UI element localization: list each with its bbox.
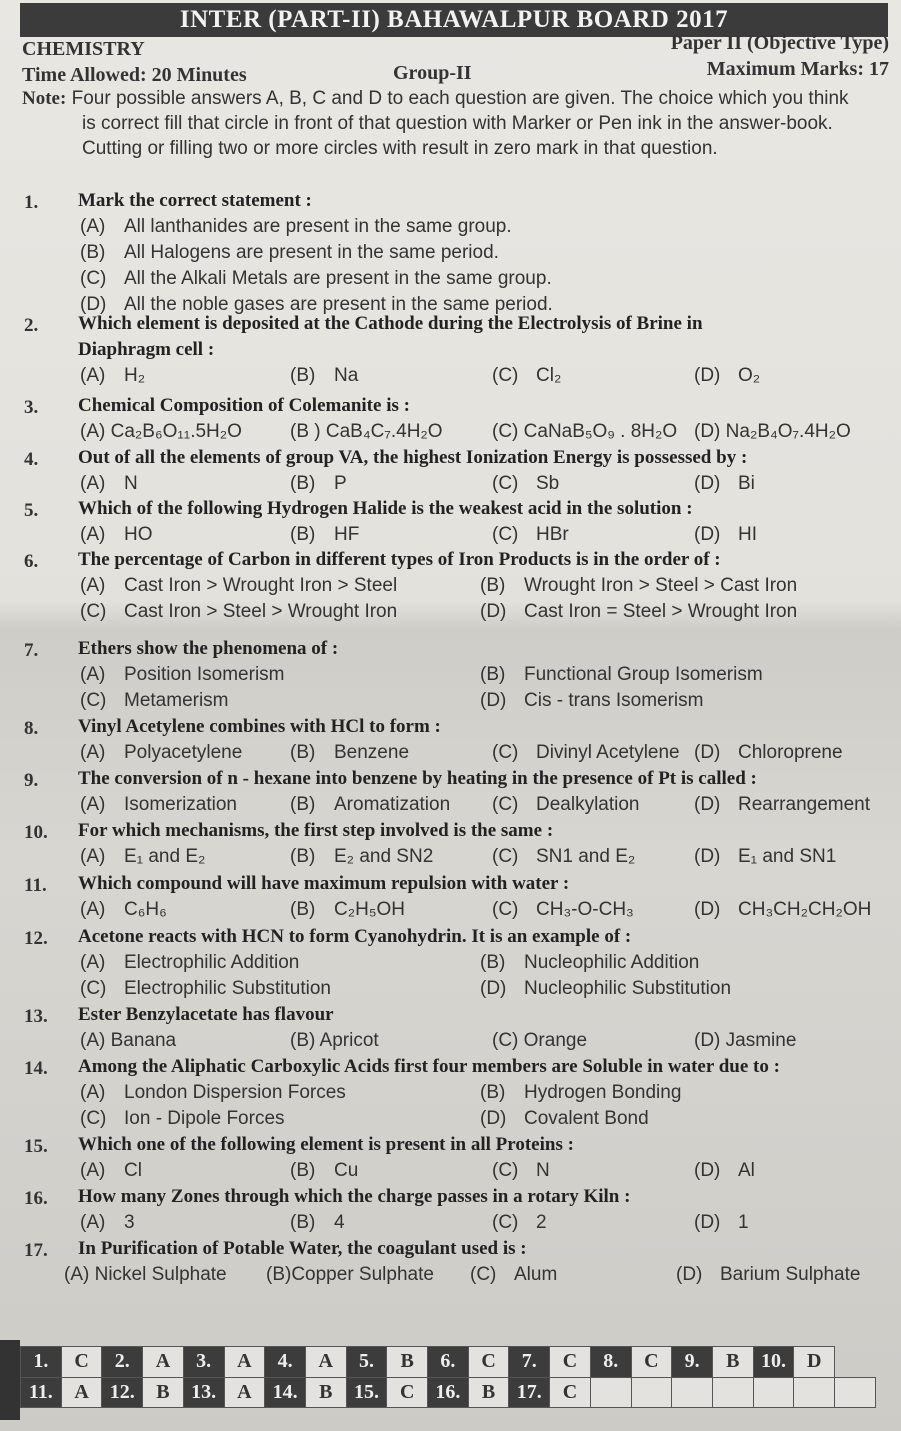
answer-option <box>480 575 797 597</box>
option-text: C₂H₅OH <box>334 899 405 920</box>
answer-key-question-number: 7. <box>509 1347 550 1378</box>
maximum-marks: Maximum Marks: 17 <box>706 58 889 80</box>
question-text: How many Zones through which the charge passes in a rotary Kiln : <box>78 1186 631 1207</box>
option-text: E₁ and SN1 <box>738 846 837 867</box>
option-letter: (A) <box>80 952 106 973</box>
answer-key-answer: B <box>468 1377 509 1408</box>
option-text: N <box>124 473 138 494</box>
option-letter: (B) <box>290 846 316 867</box>
question-number: 9. <box>24 770 39 791</box>
answer-key-answer: C <box>550 1347 591 1378</box>
option-text: SN1 and E₂ <box>536 846 636 867</box>
option-text: 2 <box>536 1212 547 1233</box>
option-text: HF <box>334 524 360 545</box>
question-number: 1. <box>24 192 39 213</box>
question-text: The conversion of n - hexane into benzene by heating in the presence of Pt is called : <box>78 768 757 789</box>
option-text: N <box>536 1160 550 1181</box>
option-letter: (D) <box>694 1212 721 1233</box>
answer-option <box>694 1160 755 1182</box>
option-letter: (A) <box>80 216 106 237</box>
option-text: (B) Apricot <box>290 1030 379 1051</box>
option-text: P <box>334 473 347 494</box>
option-letter: (D) <box>480 1108 507 1129</box>
answer-option <box>492 742 680 764</box>
option-text: Cast Iron > Wrought Iron > Steel <box>124 575 398 596</box>
answer-option <box>492 794 640 816</box>
answer-option <box>80 365 145 387</box>
answer-option <box>492 846 635 868</box>
group-label: Group-II <box>393 62 472 84</box>
option-text: O₂ <box>738 365 761 386</box>
option-text: Benzene <box>334 742 410 763</box>
option-letter: (B) <box>480 664 506 685</box>
option-letter: (C) <box>492 899 519 920</box>
answer-key-answer: B <box>305 1377 346 1408</box>
answer-key-answer: A <box>305 1347 346 1378</box>
answer-option <box>492 1160 550 1182</box>
option-letter: (A) <box>80 524 106 545</box>
option-text: All the noble gases are present in the same period. <box>124 294 553 315</box>
option-text: Dealkylation <box>536 794 640 815</box>
board-title-banner: INTER (PART-II) BAHAWALPUR BOARD 2017 <box>20 3 888 37</box>
option-letter: (B) <box>290 524 316 545</box>
answer-option <box>80 742 242 764</box>
answer-key-answer: A <box>224 1347 265 1378</box>
option-letter: (C) <box>80 601 107 622</box>
answer-key-row <box>21 1377 876 1408</box>
option-text: Alum <box>514 1264 558 1285</box>
option-letter: (C) <box>492 794 519 815</box>
option-text: HBr <box>536 524 569 545</box>
note-label: Note: <box>22 88 67 109</box>
option-letter: (D) <box>694 794 721 815</box>
answer-key-answer <box>631 1377 672 1408</box>
option-text: Divinyl Acetylene <box>536 742 680 763</box>
answer-key-answer: A <box>61 1377 102 1408</box>
subject-title: CHEMISTRY <box>22 38 145 60</box>
option-text: (B)Copper Sulphate <box>266 1264 434 1285</box>
option-letter: (B) <box>480 575 506 596</box>
answer-option <box>290 846 433 868</box>
answer-option <box>480 1082 681 1104</box>
option-text: Position Isomerism <box>124 664 285 685</box>
answer-option <box>492 365 561 387</box>
answer-key-question-number <box>835 1377 876 1408</box>
option-letter: (C) <box>492 365 519 386</box>
question-text: Chemical Composition of Colemanite is : <box>78 395 410 416</box>
answer-option <box>694 473 755 495</box>
option-text: All Halogens are present in the same period. <box>124 242 499 263</box>
answer-option <box>694 794 870 816</box>
answer-option <box>80 1030 176 1052</box>
option-letter: (C) <box>80 1108 107 1129</box>
question-text: Which compound will have maximum repulsion with water : <box>78 873 570 894</box>
option-letter: (B) <box>290 794 316 815</box>
option-letter: (C) <box>492 1160 519 1181</box>
option-text: Cl <box>124 1160 142 1181</box>
answer-option <box>80 1212 135 1234</box>
option-letter: (B) <box>290 742 316 763</box>
option-letter: (B) <box>80 242 106 263</box>
option-letter: (B) <box>290 473 316 494</box>
option-text: (A) Ca₂B₆O₁₁.5H₂O <box>80 421 242 442</box>
option-text: Cu <box>334 1160 359 1181</box>
time-allowed: Time Allowed: 20 Minutes <box>22 64 247 86</box>
option-letter: (C) <box>492 524 519 545</box>
option-text: 1 <box>738 1212 749 1233</box>
question-number: 17. <box>24 1240 48 1261</box>
question-number: 15. <box>24 1136 48 1157</box>
question-number: 14. <box>24 1058 48 1079</box>
answer-option <box>480 690 703 712</box>
option-letter: (C) <box>80 978 107 999</box>
option-letter: (A) <box>80 664 106 685</box>
question-text: Ethers show the phenomena of : <box>78 638 339 659</box>
option-letter: (A) <box>80 1082 106 1103</box>
question-text: For which mechanisms, the first step involved is the same : <box>78 820 554 841</box>
question-text: Out of all the elements of group VA, the highest Ionization Energy is possessed by : <box>78 447 748 468</box>
question-number: 13. <box>24 1006 48 1027</box>
option-text: Cast Iron = Steel > Wrought Iron <box>524 601 798 622</box>
option-text: Barium Sulphate <box>720 1264 861 1285</box>
option-letter: (D) <box>480 978 507 999</box>
answer-option <box>290 899 405 921</box>
option-text: HI <box>738 524 757 545</box>
option-letter: (B) <box>290 1160 316 1181</box>
option-text: Cast Iron > Steel > Wrought Iron <box>124 601 398 622</box>
answer-key-question-number <box>590 1377 631 1408</box>
option-text: Chloroprene <box>738 742 843 763</box>
option-letter: (C) <box>80 268 107 289</box>
option-letter: (B) <box>480 952 506 973</box>
option-letter: (C) <box>492 742 519 763</box>
option-text: Wrought Iron > Steel > Cast Iron <box>524 575 798 596</box>
answer-key-answer: C <box>550 1377 591 1408</box>
answer-option <box>80 473 138 495</box>
page-edge-shadow <box>0 1340 20 1420</box>
answer-key-question-number: 3. <box>183 1347 224 1378</box>
option-text: (C) CaNaB₅O₉ . 8H₂O <box>492 421 678 442</box>
option-letter: (A) <box>80 742 106 763</box>
question-text: In Purification of Potable Water, the coagulant used is : <box>78 1238 527 1259</box>
answer-key-answer: C <box>631 1347 672 1378</box>
question-text: Which element is deposited at the Cathode during the Electrolysis of Brine in <box>78 313 703 334</box>
option-text: London Dispersion Forces <box>124 1082 346 1103</box>
option-text: Nucleophilic Addition <box>524 952 700 973</box>
option-text: (D) Na₂B₄O₇.4H₂O <box>694 421 851 442</box>
option-text: All lanthanides are present in the same group. <box>124 216 512 237</box>
answer-option <box>290 473 347 495</box>
option-letter: (D) <box>480 690 507 711</box>
option-text: E₁ and E₂ <box>124 846 206 867</box>
answer-option <box>480 952 699 974</box>
option-text: (A) Nickel Sulphate <box>64 1264 227 1285</box>
answer-key-question-number: 13. <box>183 1377 224 1408</box>
question-text: Among the Aliphatic Carboxylic Acids first four members are Soluble in water due to : <box>78 1056 780 1077</box>
answer-key-question-number: 14. <box>265 1377 306 1408</box>
instructions-note <box>22 86 882 161</box>
option-letter: (D) <box>80 294 107 315</box>
answer-key-answer: B <box>387 1347 428 1378</box>
option-text: (A) Banana <box>80 1030 177 1051</box>
paper-type: Paper II (Objective Type) <box>670 32 889 54</box>
option-letter: (A) <box>80 575 106 596</box>
answer-key-question-number: 16. <box>428 1377 469 1408</box>
option-letter: (A) <box>80 1160 106 1181</box>
option-letter: (B) <box>290 365 316 386</box>
option-letter: (D) <box>694 742 721 763</box>
answer-option <box>290 421 443 443</box>
option-text: Cis - trans Isomerism <box>524 690 704 711</box>
question-number: 6. <box>24 551 39 572</box>
answer-option <box>290 794 450 816</box>
answer-key-question-number: 10. <box>753 1347 794 1378</box>
answer-option <box>694 524 757 546</box>
answer-option <box>80 846 205 868</box>
option-text: (C) Orange <box>492 1030 588 1051</box>
answer-key-answer: A <box>224 1377 265 1408</box>
answer-key-question-number <box>672 1377 713 1408</box>
option-text: (B ) CaB₄C₇.4H₂O <box>290 421 443 442</box>
option-letter: (B) <box>480 1082 506 1103</box>
question-number: 2. <box>24 315 39 336</box>
answer-key-answer: B <box>143 1377 184 1408</box>
answer-key-question-number: 17. <box>509 1377 550 1408</box>
question-number: 5. <box>24 500 39 521</box>
option-text: (D) Jasmine <box>694 1030 797 1051</box>
option-text: Covalent Bond <box>524 1108 649 1129</box>
answer-option <box>80 952 299 974</box>
answer-key-answer <box>794 1377 835 1408</box>
answer-option <box>492 1030 587 1052</box>
answer-option <box>290 1160 358 1182</box>
answer-option <box>290 1030 379 1052</box>
question-number: 4. <box>24 449 39 470</box>
answer-option <box>492 899 634 921</box>
question-text: Acetone reacts with HCN to form Cyanohydrin. It is an example of : <box>78 926 632 947</box>
option-text: Functional Group Isomerism <box>524 664 763 685</box>
option-text: 3 <box>124 1212 135 1233</box>
answer-option <box>80 1108 285 1130</box>
answer-option <box>694 846 836 868</box>
answer-key-question-number: 8. <box>590 1347 631 1378</box>
option-letter: (C) <box>492 1212 519 1233</box>
answer-option <box>480 664 763 686</box>
note-line-2: is correct fill that circle in front of that question with Marker or Pen ink in the answer-book. <box>82 113 833 134</box>
answer-option <box>80 268 552 290</box>
option-text: HO <box>124 524 153 545</box>
answer-key-answer: C <box>468 1347 509 1378</box>
option-letter: (C) <box>492 846 519 867</box>
option-letter: (B) <box>290 899 316 920</box>
answer-option <box>290 524 359 546</box>
option-letter: (A) <box>80 846 106 867</box>
answer-option <box>480 978 731 1000</box>
answer-option <box>80 690 229 712</box>
question-text-continued: Diaphragm cell : <box>78 339 215 360</box>
answer-option <box>470 1264 557 1286</box>
option-letter: (A) <box>80 899 106 920</box>
question-number: 11. <box>24 875 47 896</box>
option-letter: (C) <box>492 473 519 494</box>
option-letter: (C) <box>470 1264 497 1285</box>
option-text: Cl₂ <box>536 365 562 386</box>
option-text: H₂ <box>124 365 146 386</box>
answer-key-question-number: 9. <box>672 1347 713 1378</box>
answer-option <box>480 1108 649 1130</box>
question-text: Which one of the following element is present in all Proteins : <box>78 1134 574 1155</box>
option-letter: (D) <box>676 1264 703 1285</box>
option-text: Al <box>738 1160 755 1181</box>
option-letter: (A) <box>80 794 106 815</box>
option-text: Ion - Dipole Forces <box>124 1108 285 1129</box>
option-text: Metamerism <box>124 690 229 711</box>
option-text: Polyacetylene <box>124 742 243 763</box>
option-letter: (B) <box>290 1212 316 1233</box>
answer-key-question-number: 1. <box>21 1347 62 1378</box>
question-text: Mark the correct statement : <box>78 190 312 211</box>
question-number: 10. <box>24 822 48 843</box>
question-text: Ester Benzylacetate has flavour <box>78 1004 334 1025</box>
option-letter: (D) <box>694 846 721 867</box>
answer-option <box>80 664 285 686</box>
answer-option <box>80 1160 142 1182</box>
answer-option <box>492 1212 547 1234</box>
answer-key-question-number: 5. <box>346 1347 387 1378</box>
answer-key-answer: D <box>794 1347 835 1378</box>
option-text: Hydrogen Bonding <box>524 1082 682 1103</box>
answer-key-question-number: 15. <box>346 1377 387 1408</box>
answer-key-question-number: 2. <box>102 1347 143 1378</box>
answer-option <box>694 1212 749 1234</box>
question-text: Which of the following Hydrogen Halide is the weakest acid in the solution : <box>78 498 693 519</box>
answer-key-answer: B <box>712 1347 753 1378</box>
answer-key-answer <box>712 1377 753 1408</box>
answer-key-question-number <box>753 1377 794 1408</box>
option-text: CH₃CH₂CH₂OH <box>738 899 872 920</box>
option-text: E₂ and SN2 <box>334 846 434 867</box>
question-text: The percentage of Carbon in different types of Iron Products is in the order of : <box>78 549 721 570</box>
answer-option <box>80 242 499 264</box>
question-number: 3. <box>24 397 39 418</box>
answer-key-row <box>21 1347 876 1378</box>
answer-option <box>80 216 512 238</box>
answer-option <box>64 1264 227 1286</box>
answer-option <box>80 899 167 921</box>
answer-option <box>492 473 559 495</box>
answer-option <box>694 1030 796 1052</box>
option-letter: (A) <box>80 365 106 386</box>
note-line-1: Four possible answers A, B, C and D to each question are given. The choice which you think <box>71 88 849 109</box>
answer-option <box>80 1082 346 1104</box>
option-letter: (A) <box>80 473 106 494</box>
option-letter: (D) <box>694 899 721 920</box>
option-text: C₆H₆ <box>124 899 167 920</box>
question-text: Vinyl Acetylene combines with HCl to form : <box>78 716 441 737</box>
option-text: Bi <box>738 473 755 494</box>
answer-key-question-number: 11. <box>21 1377 62 1408</box>
answer-option <box>80 601 397 623</box>
answer-option <box>694 365 760 387</box>
answer-key-answer: A <box>143 1347 184 1378</box>
option-letter: (A) <box>80 1212 106 1233</box>
option-text: CH₃-O-CH₃ <box>536 899 634 920</box>
note-line-3: Cutting or filling two or more circles with result in zero mark in that question. <box>82 138 718 159</box>
answer-option <box>80 978 331 1000</box>
question-number: 12. <box>24 928 48 949</box>
answer-option <box>80 421 242 443</box>
answer-option <box>80 794 237 816</box>
answer-option <box>290 365 358 387</box>
answer-option <box>694 742 843 764</box>
option-letter: (D) <box>694 365 721 386</box>
option-text: All the Alkali Metals are present in the same group. <box>124 268 552 289</box>
option-text: Isomerization <box>124 794 237 815</box>
option-text: Electrophilic Substitution <box>124 978 331 999</box>
answer-option <box>266 1264 434 1286</box>
answer-option <box>480 601 797 623</box>
answer-option <box>694 421 851 443</box>
answer-key-question-number: 4. <box>265 1347 306 1378</box>
answer-option <box>676 1264 860 1286</box>
answer-option <box>290 1212 345 1234</box>
option-letter: (D) <box>694 1160 721 1181</box>
option-text: Electrophilic Addition <box>124 952 300 973</box>
question-number: 8. <box>24 718 39 739</box>
answer-option <box>694 899 871 921</box>
answer-option <box>492 524 569 546</box>
option-text: Rearrangement <box>738 794 871 815</box>
option-letter: (D) <box>480 601 507 622</box>
option-letter: (C) <box>80 690 107 711</box>
answer-option <box>80 575 397 597</box>
answer-key-answer: C <box>61 1347 102 1378</box>
answer-option <box>80 524 153 546</box>
question-number: 7. <box>24 640 39 661</box>
option-text: Aromatization <box>334 794 451 815</box>
question-number: 16. <box>24 1188 48 1209</box>
option-letter: (D) <box>694 473 721 494</box>
option-text: Na <box>334 365 359 386</box>
answer-key-question-number: 12. <box>102 1377 143 1408</box>
answer-key-table <box>20 1346 876 1408</box>
answer-key-answer: C <box>387 1377 428 1408</box>
option-text: Nucleophilic Substitution <box>524 978 732 999</box>
answer-key-question-number: 6. <box>428 1347 469 1378</box>
option-letter: (D) <box>694 524 721 545</box>
option-text: Sb <box>536 473 560 494</box>
answer-option <box>290 742 409 764</box>
answer-option <box>492 421 677 443</box>
option-text: 4 <box>334 1212 345 1233</box>
